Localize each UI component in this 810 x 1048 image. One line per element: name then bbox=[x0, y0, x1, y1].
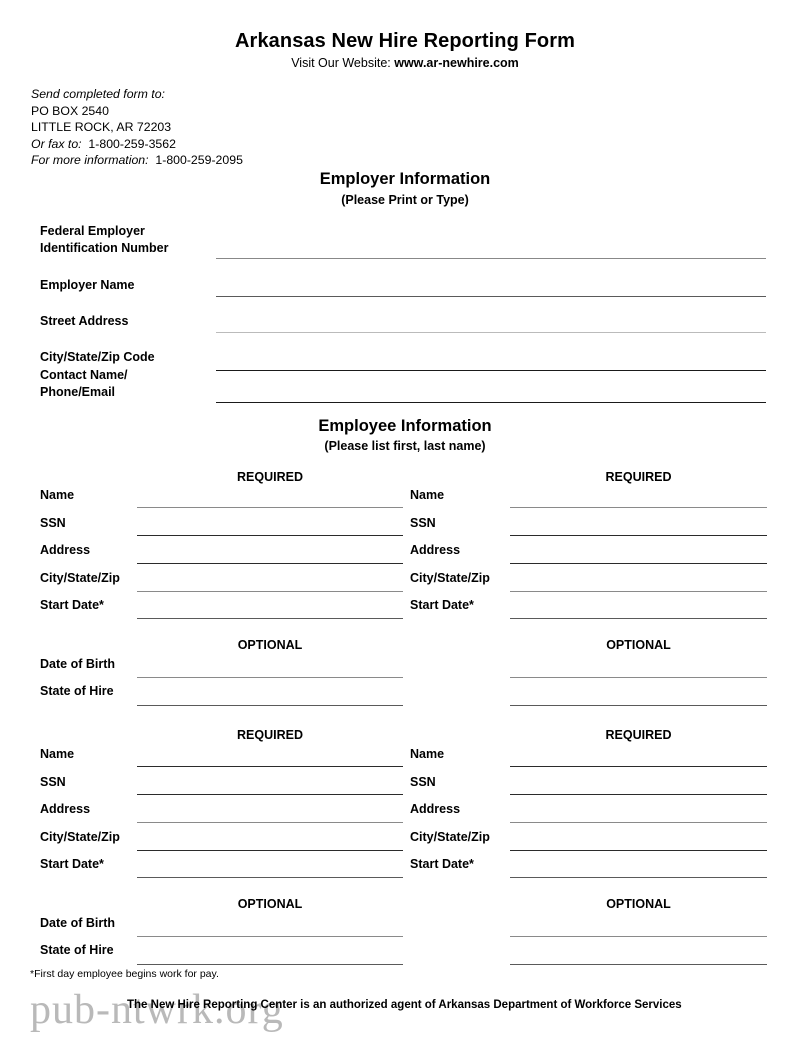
label-name-3: Name bbox=[40, 747, 75, 761]
input-name-2[interactable] bbox=[510, 507, 767, 508]
label-state-of-hire-3: State of Hire bbox=[40, 943, 114, 957]
input-city-state-zip-3[interactable] bbox=[137, 850, 403, 851]
optional-header-3: OPTIONAL bbox=[237, 897, 303, 911]
input-name-3[interactable] bbox=[137, 766, 403, 767]
label-fein-line1: Federal Employer bbox=[40, 224, 145, 238]
label-address-1: Address bbox=[40, 543, 91, 557]
required-header-2: REQUIRED bbox=[605, 470, 672, 484]
label-ssn-2: SSN bbox=[410, 516, 436, 530]
po-box-line: PO BOX 2540 bbox=[31, 103, 109, 118]
input-contact[interactable] bbox=[216, 402, 766, 403]
website-link[interactable]: www.ar-newhire.com bbox=[394, 56, 519, 70]
input-employer-name[interactable] bbox=[216, 296, 766, 297]
label-address-3: Address bbox=[40, 802, 91, 816]
input-address-4[interactable] bbox=[510, 822, 767, 823]
input-city-state-zip-1[interactable] bbox=[137, 591, 403, 592]
input-state-of-hire-3[interactable] bbox=[137, 964, 403, 965]
input-date-of-birth-2[interactable] bbox=[510, 677, 767, 678]
required-header-4: REQUIRED bbox=[605, 728, 672, 742]
label-contact-line1: Contact Name/ bbox=[40, 368, 128, 382]
label-date-of-birth-1: Date of Birth bbox=[40, 657, 115, 671]
input-ssn-3[interactable] bbox=[137, 794, 403, 795]
city-state-zip-line: LITTLE ROCK, AR 72203 bbox=[31, 120, 172, 134]
send-form-label: Send completed form to: bbox=[31, 87, 165, 101]
fax-label: Or fax to: bbox=[31, 136, 82, 151]
input-start-date-3[interactable] bbox=[137, 877, 403, 878]
label-start-date-1: Start Date* bbox=[40, 598, 104, 612]
required-header-3: REQUIRED bbox=[237, 728, 303, 742]
footnote: *First day employee begins work for pay. bbox=[30, 968, 219, 980]
label-street-address: Street Address bbox=[40, 314, 129, 328]
mailing-address-block bbox=[31, 86, 243, 169]
input-state-of-hire-2[interactable] bbox=[510, 705, 767, 706]
input-state-of-hire-4[interactable] bbox=[510, 964, 767, 965]
page-title: Arkansas New Hire Reporting Form bbox=[235, 30, 575, 52]
input-date-of-birth-4[interactable] bbox=[510, 936, 767, 937]
input-fein[interactable] bbox=[216, 258, 766, 259]
input-address-1[interactable] bbox=[137, 563, 403, 564]
label-city-state-zip-1: City/State/Zip bbox=[40, 571, 120, 585]
label-address-2: Address bbox=[410, 543, 461, 557]
fax-line bbox=[31, 136, 243, 153]
input-state-of-hire-1[interactable] bbox=[137, 705, 403, 706]
optional-header-1: OPTIONAL bbox=[237, 638, 303, 652]
label-city-state-zip-4: City/State/Zip bbox=[410, 830, 490, 844]
label-name-1: Name bbox=[40, 488, 75, 502]
footer-note: The New Hire Reporting Center is an authorized agent of Arkansas Department of Workforce Services bbox=[127, 999, 682, 1011]
input-address-3[interactable] bbox=[137, 822, 403, 823]
label-ssn-4: SSN bbox=[410, 775, 436, 789]
input-start-date-4[interactable] bbox=[510, 877, 767, 878]
label-contact bbox=[40, 367, 128, 401]
input-ssn-4[interactable] bbox=[510, 794, 767, 795]
input-city-state-zip-2[interactable] bbox=[510, 591, 767, 592]
optional-header-2: OPTIONAL bbox=[606, 638, 671, 652]
label-address-4: Address bbox=[410, 802, 461, 816]
label-employer-city-state-zip: City/State/Zip Code bbox=[40, 350, 155, 364]
input-city-state-zip-4[interactable] bbox=[510, 850, 767, 851]
input-date-of-birth-1[interactable] bbox=[137, 677, 403, 678]
input-ssn-1[interactable] bbox=[137, 535, 403, 536]
input-street-address[interactable] bbox=[216, 332, 766, 333]
watermark: pub-ntwrk.org bbox=[30, 987, 284, 1033]
website-line bbox=[0, 56, 810, 70]
optional-header-4: OPTIONAL bbox=[606, 897, 671, 911]
label-start-date-2: Start Date* bbox=[410, 598, 474, 612]
input-start-date-1[interactable] bbox=[137, 618, 403, 619]
required-header-1: REQUIRED bbox=[237, 470, 303, 484]
employee-section-subheading: (Please list first, last name) bbox=[324, 439, 486, 453]
label-city-state-zip-3: City/State/Zip bbox=[40, 830, 120, 844]
employee-section-heading: Employee Information bbox=[318, 417, 492, 435]
label-start-date-3: Start Date* bbox=[40, 857, 104, 871]
fax-number: 1-800-259-3562 bbox=[88, 136, 176, 151]
label-start-date-4: Start Date* bbox=[410, 857, 474, 871]
label-employer-name: Employer Name bbox=[40, 278, 135, 292]
label-fein-line2: Identification Number bbox=[40, 241, 169, 255]
input-name-1[interactable] bbox=[137, 507, 403, 508]
input-employer-city-state-zip[interactable] bbox=[216, 370, 766, 371]
input-start-date-2[interactable] bbox=[510, 618, 767, 619]
label-name-4: Name bbox=[410, 747, 445, 761]
label-ssn-3: SSN bbox=[40, 775, 66, 789]
label-state-of-hire-1: State of Hire bbox=[40, 684, 114, 698]
input-date-of-birth-3[interactable] bbox=[137, 936, 403, 937]
info-number: 1-800-259-2095 bbox=[155, 153, 243, 167]
input-ssn-2[interactable] bbox=[510, 535, 767, 536]
info-line bbox=[31, 152, 243, 169]
info-label: For more information: bbox=[31, 153, 149, 167]
label-fein bbox=[40, 223, 168, 257]
label-contact-line2: Phone/Email bbox=[40, 385, 116, 399]
employer-section-heading: Employer Information bbox=[319, 170, 491, 188]
label-date-of-birth-3: Date of Birth bbox=[40, 916, 115, 930]
input-name-4[interactable] bbox=[510, 766, 767, 767]
website-prefix: Visit Our Website: bbox=[291, 56, 395, 70]
label-name-2: Name bbox=[410, 488, 445, 502]
label-ssn-1: SSN bbox=[40, 516, 66, 530]
input-address-2[interactable] bbox=[510, 563, 767, 564]
employer-section-subheading: (Please Print or Type) bbox=[341, 193, 469, 207]
label-city-state-zip-2: City/State/Zip bbox=[410, 571, 490, 585]
